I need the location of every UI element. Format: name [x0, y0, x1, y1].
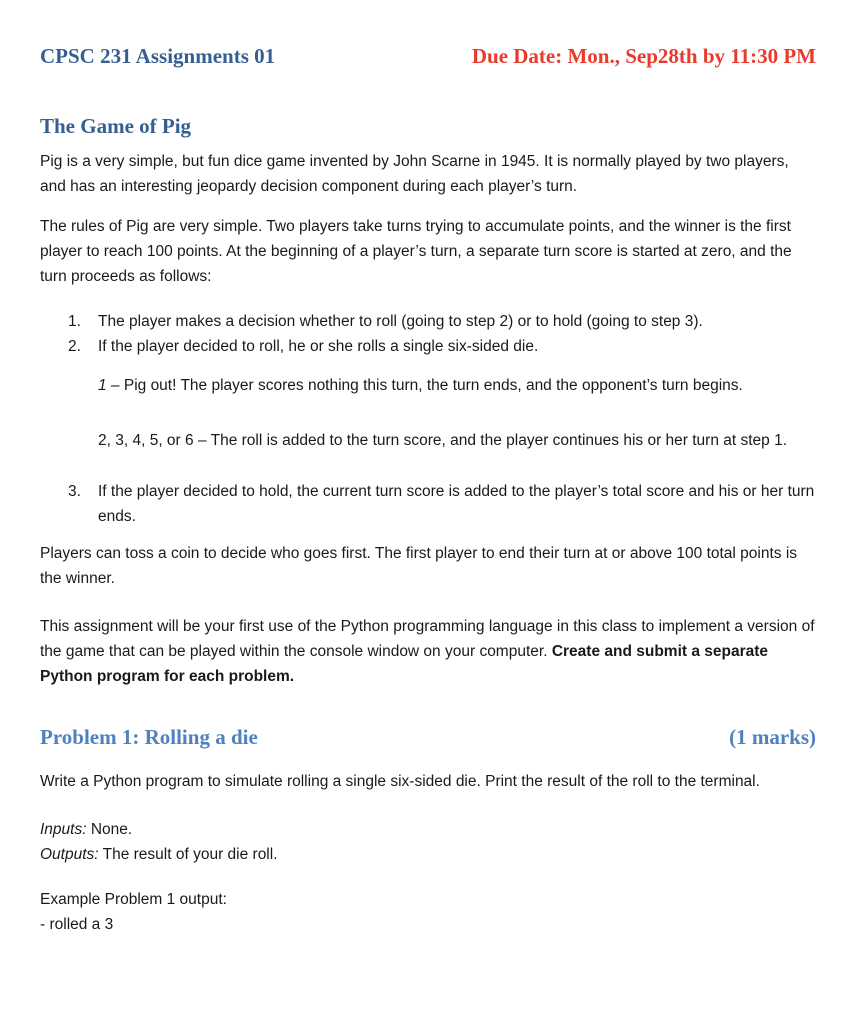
- assignment-title: CPSC 231 Assignments 01: [40, 44, 276, 68]
- outputs-value: The result of your die roll.: [98, 846, 278, 863]
- paragraph-game-rules: The rules of Pig are very simple. Two players take turns trying to accumulate points, and the winner is the first player to reach 100 points. At the beginning of a player’s turn, a separate turn score is started at zero, and the turn proceeds as follows:: [40, 218, 792, 285]
- list-item-text: The player makes a decision whether to roll (going to step 2) or to hold (going to step 3).: [98, 313, 703, 330]
- list-item-step-2: [68, 334, 816, 359]
- example-output-block: [40, 887, 816, 937]
- paragraph-game-intro: Pig is a very simple, but fun dice game invented by John Scarne in 1945. It is normally played by two players, and has an interesting jeopardy decision component during each player’s turn.: [40, 153, 789, 195]
- problem-1-marks: (1 marks): [729, 725, 816, 749]
- paragraph-roll-outcome-others: [98, 428, 816, 453]
- outcome-lead: 1: [98, 377, 107, 394]
- list-item-text: If the player decided to hold, the current turn score is added to the player’s total score and his or her turn ends.: [98, 483, 815, 525]
- inputs-line: [40, 817, 816, 842]
- paragraph-coin-toss: Players can toss a coin to decide who goes first. The first player to end their turn at or above 100 total points is the winner.: [40, 545, 798, 587]
- inputs-value: None.: [86, 821, 133, 838]
- list-number: 3.: [68, 483, 81, 500]
- outputs-line: [40, 842, 816, 867]
- list-number: 1.: [68, 313, 81, 330]
- assignment-info-text: This assignment will be your first use of the Python programming language in this class to implement a version of the game that can be played within the console window on your computer.: [40, 618, 815, 660]
- problem-1-heading: Problem 1: Rolling a die: [40, 725, 258, 749]
- outcome-text: – Pig out! The player scores nothing this turn, the turn ends, and the opponent’s turn begins.: [106, 377, 743, 394]
- inputs-label: Inputs:: [40, 821, 87, 838]
- paragraph-roll-outcome-one: [98, 373, 816, 398]
- inputs-outputs-block: [40, 817, 816, 867]
- list-number: 2.: [68, 338, 81, 355]
- outcome-text: – The roll is added to the turn score, and the player continues his or her turn at step 1.: [193, 432, 788, 449]
- example-heading: Example Problem 1 output:: [40, 891, 227, 908]
- list-item-step-3: [68, 479, 816, 529]
- assignment-info-bold-text: Create and submit a separate Python program for each problem.: [40, 643, 769, 685]
- document-header: [40, 42, 816, 70]
- section-heading-game-of-pig: The Game of Pig: [40, 114, 192, 138]
- numbered-steps-list: [40, 309, 816, 359]
- example-output-line: - rolled a 3: [40, 916, 114, 933]
- paragraph-assignment-info: [40, 614, 816, 689]
- outcome-lead: 2, 3, 4, 5, or 6: [98, 432, 194, 449]
- problem-1-heading-row: [40, 723, 816, 751]
- list-item-text: If the player decided to roll, he or she rolls a single six-sided die.: [98, 338, 539, 355]
- list-item-step-1: [68, 309, 816, 334]
- outputs-label: Outputs:: [40, 846, 99, 863]
- paragraph-problem-1-task: Write a Python program to simulate rolling a single six-sided die. Print the result of the roll to the terminal.: [40, 773, 760, 790]
- due-date: Due Date: Mon., Sep28th by 11:30 PM: [471, 44, 816, 68]
